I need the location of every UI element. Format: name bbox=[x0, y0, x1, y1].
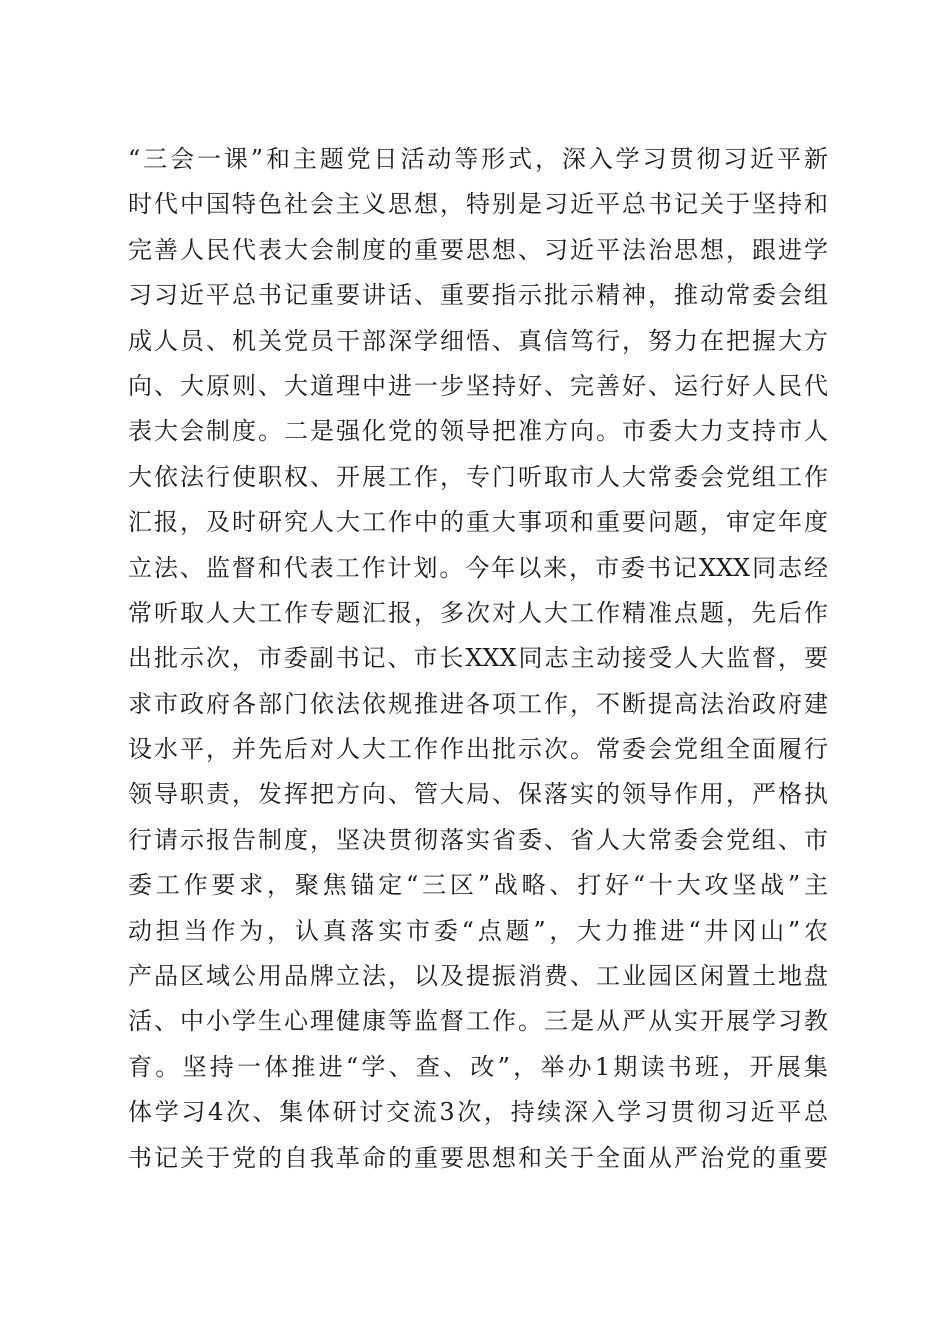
text-line: 习习近平总书记重要讲话、重要指示批示精神，推动常委会组 bbox=[128, 281, 828, 310]
text-line: 委工作要求，聚焦锚定“三区”战略、打好“十大攻坚战”主 bbox=[128, 871, 828, 900]
text-line: 书记关于党的自我革命的重要思想和关于全面从严治党的重要 bbox=[128, 1143, 828, 1172]
text-line: 表大会制度。二是强化党的领导把准方向。市委大力支持市人 bbox=[128, 417, 828, 446]
text-line: 汇报，及时研究人大工作中的重大事项和重要问题，审定年度 bbox=[128, 508, 828, 537]
text-line: 体学习4次、集体研讨交流3次，持续深入学习贯彻习近平总 bbox=[128, 1098, 828, 1127]
text-line: 求市政府各部门依法依规推进各项工作，不断提高法治政府建 bbox=[128, 689, 828, 718]
text-line: 成人员、机关党员干部深学细悟、真信笃行，努力在把握大方 bbox=[128, 326, 828, 355]
text-line: 活、中小学生心理健康等监督工作。三是从严从实开展学习教 bbox=[128, 1007, 828, 1036]
text-line: 设水平，并先后对人大工作作出批示次。常委会党组全面履行 bbox=[128, 735, 828, 764]
text-line: 常听取人大工作专题汇报，多次对人大工作精准点题，先后作 bbox=[128, 598, 828, 627]
text-line: 大依法行使职权、开展工作，专门听取市人大常委会党组工作 bbox=[128, 462, 828, 491]
text-line: 时代中国特色社会主义思想，特别是习近平总书记关于坚持和 bbox=[128, 190, 828, 219]
text-line: 完善人民代表大会制度的重要思想、习近平法治思想，跟进学 bbox=[128, 235, 828, 264]
text-line: 动担当作为，认真落实市委“点题”，大力推进“井冈山”农 bbox=[128, 916, 828, 945]
text-line: 领导职责，发挥把方向、管大局、保落实的领导作用，严格执 bbox=[128, 780, 828, 809]
body-text bbox=[128, 137, 828, 1181]
text-line: 产品区域公用品牌立法，以及提振消费、工业园区闲置土地盘 bbox=[128, 962, 828, 991]
text-line: 出批示次，市委副书记、市长XXX同志主动接受人大监督，要 bbox=[128, 644, 828, 673]
text-line: 向、大原则、大道理中进一步坚持好、完善好、运行好人民代 bbox=[128, 371, 828, 400]
text-line: 行请示报告制度，坚决贯彻落实省委、省人大常委会党组、市 bbox=[128, 825, 828, 854]
text-line: 育。坚持一体推进“学、查、改”，举办1期读书班，开展集 bbox=[128, 1052, 828, 1081]
text-line: “三会一课”和主题党日活动等形式，深入学习贯彻习近平新 bbox=[128, 145, 828, 173]
text-line: 立法、监督和代表工作计划。今年以来，市委书记XXX同志经 bbox=[128, 553, 828, 582]
